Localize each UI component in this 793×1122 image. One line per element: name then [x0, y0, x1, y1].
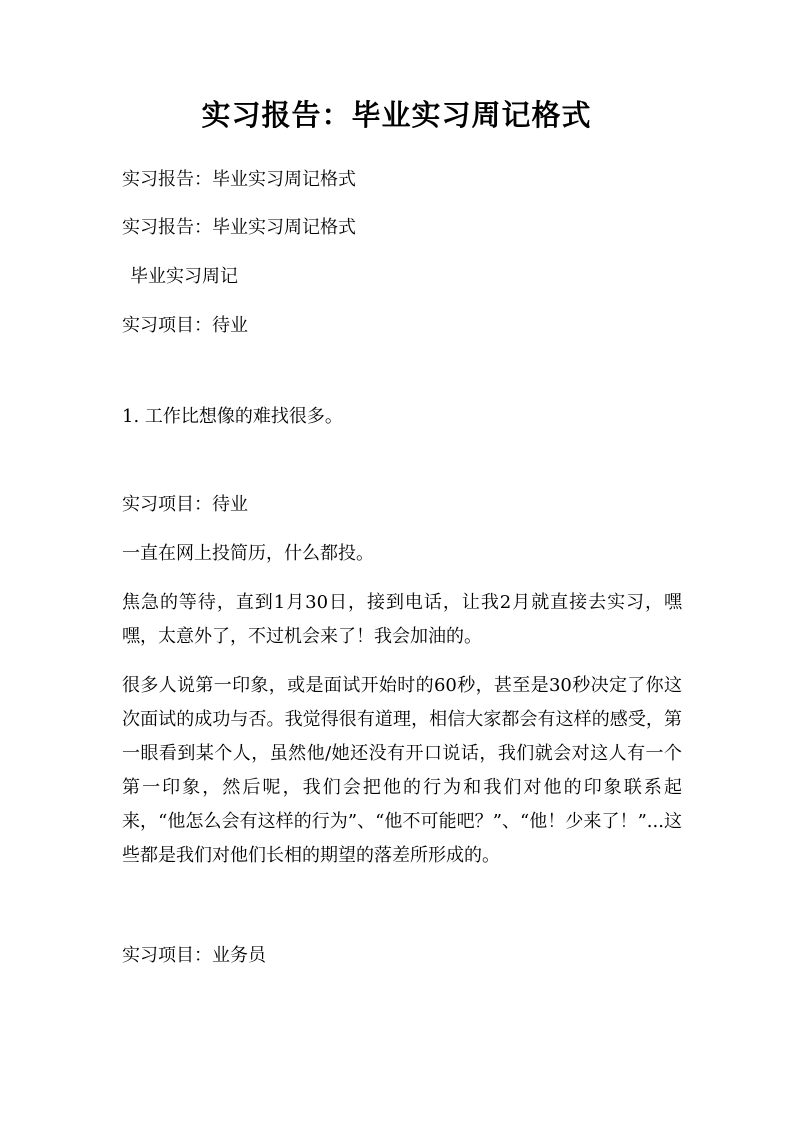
internship-project-line-2: 实习项目：待业 — [122, 494, 248, 515]
paragraph-waiting: 焦急的等待，直到1月30日，接到电话，让我2月就直接去实习，嘿嘿，太意外了，不过机会来了！我会加油的。 — [122, 592, 682, 647]
paragraph-first-impression: 很多人说第一印象，或是面试开始时的60秒，甚至是30秒决定了你这次面试的成功与否。我觉得很有道理，相信大家都会有这样的感受，第一眼看到某个人，虽然他/她还没有开口说话，我们就会对这人有一个第一印象，然后呢，我们会把他的行为和我们对他的印象联系起来，“他怎么会有这样的行为”、“他不可能吧？”、“他！少来了！”...这些都是我们对他们长相的期望的落差所形成的。 — [122, 675, 682, 866]
subheading-weekly-journal: 毕业实习周记 — [130, 266, 238, 287]
text-line-resume: 一直在网上投简历，什么都投。 — [122, 543, 374, 564]
text-line-2: 实习报告：毕业实习周记格式 — [122, 217, 356, 238]
numbered-item-1: 1. 工作比想像的难找很多。 — [122, 406, 343, 427]
internship-project-line-1: 实习项目：待业 — [122, 315, 248, 336]
text-line-1: 实习报告：毕业实习周记格式 — [122, 169, 356, 190]
document-title: 实习报告：毕业实习周记格式 — [201, 98, 592, 132]
internship-project-line-3: 实习项目：业务员 — [122, 945, 266, 966]
